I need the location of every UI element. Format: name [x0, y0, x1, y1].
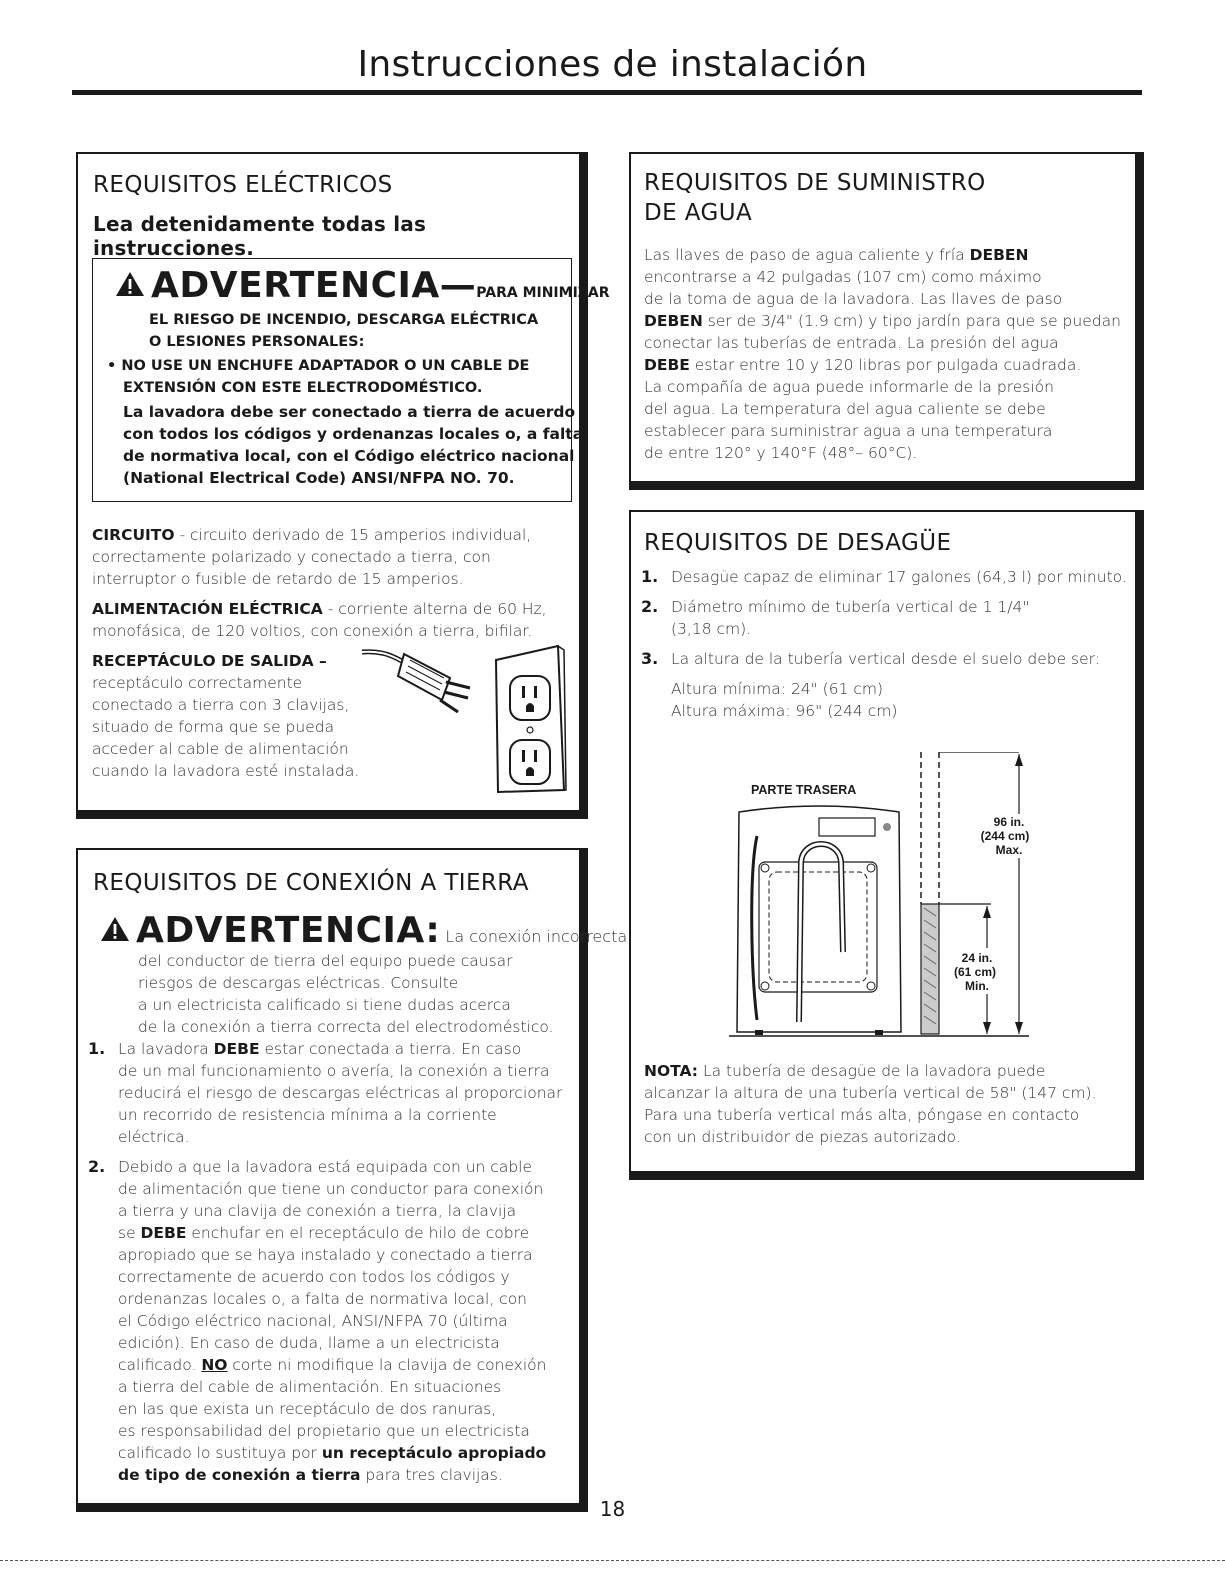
note-line: Para una tubería vertical más alta, póngase en contacto	[644, 1106, 1080, 1124]
item-text: calificado.	[118, 1356, 202, 1374]
water-line: Las llaves de paso de agua caliente y fría	[644, 246, 970, 264]
item-line: un recorrido de resistencia mínima a la corriente	[118, 1106, 497, 1124]
outlet-line: situado de forma que se pueda	[92, 718, 335, 736]
water-line: de entre 120° y 140°F (48°– 60°C).	[644, 444, 918, 462]
item-bold: NO	[201, 1356, 228, 1374]
item-bold: DEBE	[213, 1040, 260, 1058]
outlet-line: receptáculo correctamente	[92, 674, 303, 692]
warning-line: de normativa local, con el Código eléctrico nacional	[123, 447, 575, 465]
drain-requirements-box	[629, 510, 1144, 1180]
circuit-line: correctamente polarizado y conectado a tierra, con	[92, 548, 491, 566]
grounding-warning-first: La conexión incorrecta	[445, 927, 628, 946]
warning-line: con todos los códigos y ordenanzas locales o, a falta	[123, 425, 584, 443]
washer-rear-icon	[737, 806, 901, 1035]
item-text: corte ni modifique la clavija de conexión	[227, 1356, 547, 1374]
min-cm-label: (61 cm)	[953, 965, 997, 979]
electrical-warning-title	[115, 265, 610, 306]
list-number: 2.	[88, 1157, 106, 1176]
note-label: NOTA:	[644, 1062, 699, 1080]
circuit-label: CIRCUITO	[92, 526, 175, 544]
item-line: es responsabilidad del propietario que un electricista	[118, 1422, 530, 1440]
warning-triangle-icon	[115, 271, 145, 297]
bottom-rule	[0, 1560, 1225, 1561]
note-line: La tubería de desagüe de la lavadora puede	[698, 1062, 1046, 1080]
list-number: 1.	[88, 1039, 106, 1058]
warning-line: (National Electrical Code) ANSI/NFPA NO. 70.	[123, 469, 515, 487]
rear-label: PARTE TRASERA	[751, 783, 857, 797]
max-in-label: 96 in.	[993, 815, 1025, 829]
electrical-requirements-box	[76, 152, 610, 819]
power-label: ALIMENTACIÓN ELÉCTRICA	[92, 600, 323, 618]
page-number: 18	[599, 1497, 626, 1521]
list-number: 3.	[641, 649, 659, 668]
list-item	[88, 1156, 562, 1486]
warning-bullet-line: • NO USE UN ENCHUFE ADAPTADOR O UN CABLE DE	[107, 358, 530, 374]
list-item	[641, 566, 1127, 588]
water-line: ser de 3/4" (1.9 cm) y tipo jardín para que se puedan	[702, 312, 1121, 330]
circuit-line: interruptor o fusible de retardo de 15 amperios.	[92, 570, 464, 588]
outlet-line: conectado a tierra con 3 clavijas,	[92, 696, 350, 714]
water-text	[644, 244, 1121, 464]
item-line: reducirá el riesgo de descargas eléctricas al proporcionar	[118, 1084, 563, 1102]
water-heading-line: REQUISITOS DE SUMINISTRO	[644, 170, 986, 196]
min-in-label: 24 in.	[961, 951, 993, 965]
drain-heading: REQUISITOS DE DESAGÜE	[644, 530, 952, 556]
list-number: 1.	[641, 567, 659, 586]
max-word-label: Max.	[995, 843, 1023, 857]
electrical-warning-box	[92, 258, 610, 502]
item-text: enchufar en el receptáculo de hilo de cobre	[186, 1224, 530, 1242]
water-line: estar entre 10 y 120 libras por pulgada cuadrada.	[689, 356, 1082, 374]
drain-list	[641, 566, 1127, 722]
page-title: Instrucciones de instalación	[357, 44, 868, 85]
item-line: de alimentación que tiene un conductor para conexión	[118, 1180, 544, 1198]
warning-triangle-icon	[100, 916, 130, 942]
item-line: (3,18 cm).	[671, 620, 752, 638]
drain-note	[644, 1060, 1097, 1148]
max-height-line: Altura máxima: 96" (244 cm)	[671, 702, 898, 720]
list-item	[88, 1038, 562, 1148]
grounding-heading: REQUISITOS DE CONEXIÓN A TIERRA	[93, 870, 529, 896]
item-line: a tierra y una clavija de conexión a tierra, la clavija	[118, 1202, 517, 1220]
water-line: conectar las tuberías de entrada. La presión del agua	[644, 334, 1059, 352]
warning-line: EXTENSIÓN CON ESTE ELECTRODOMÉSTICO.	[123, 380, 483, 396]
item-line: eléctrica.	[118, 1128, 190, 1146]
grounding-warning-title	[100, 910, 627, 951]
item-line: el Código eléctrico nacional, ANSI/NFPA 70 (última	[118, 1312, 508, 1330]
item-line: de un mal funcionamiento o avería, la conexión a tierra	[118, 1062, 550, 1080]
water-supply-box	[629, 152, 1144, 490]
water-bold: DEBEN	[969, 246, 1029, 264]
water-bold: DEBEN	[644, 312, 703, 330]
item-text: estar conectada a tierra. En caso	[259, 1040, 522, 1058]
plug-icon	[362, 652, 470, 712]
item-line: a tierra del cable de alimentación. En situaciones	[118, 1378, 502, 1396]
power-line	[92, 598, 582, 620]
grounding-warning-line: riesgos de descargas eléctricas. Consulte	[138, 974, 459, 992]
item-text: se	[118, 1224, 141, 1242]
circuit-line	[92, 524, 582, 546]
item-line: Debido a que la lavadora está equipada con un cable	[118, 1158, 532, 1176]
water-bold: DEBE	[644, 356, 690, 374]
item-text: calificado lo sustituya por	[118, 1444, 322, 1462]
item-bold: DEBE	[140, 1224, 187, 1242]
outlet-label: RECEPTÁCULO DE SALIDA –	[92, 652, 327, 670]
outlet-line: acceder al cable de alimentación	[92, 740, 349, 758]
item-line: en las que exista un receptáculo de dos ranuras,	[118, 1400, 497, 1418]
water-heading	[644, 168, 986, 228]
item-line: Diámetro mínimo de tubería vertical de 1 1/4"	[671, 598, 1030, 616]
circuit-text: - circuito derivado de 15 amperios individual,	[174, 526, 532, 544]
water-line: La compañía de agua puede informarle de la presión	[644, 378, 1054, 396]
power-text: - corriente alterna de 60 Hz,	[322, 600, 547, 618]
item-line: La altura de la tubería vertical desde el suelo debe ser:	[671, 650, 1100, 668]
list-item	[641, 648, 1127, 722]
item-text: para tres clavijas.	[360, 1466, 503, 1484]
min-word-label: Min.	[965, 979, 989, 993]
warning-suffix: PARA MINIMIZAR	[476, 285, 610, 301]
warning-word: ADVERTENCIA	[151, 265, 440, 306]
warning-line: La lavadora debe ser conectado a tierra de acuerdo	[123, 403, 576, 421]
warning-dash: —	[439, 265, 477, 306]
plug-outlet-illustration	[358, 642, 568, 794]
power-line: monofásica, de 120 voltios, con conexión a tierra, bifilar.	[92, 622, 533, 640]
water-heading-line: DE AGUA	[644, 200, 753, 226]
electrical-heading: REQUISITOS ELÉCTRICOS	[93, 172, 393, 198]
water-line: encontrarse a 42 pulgadas (107 cm) como máximo	[644, 268, 1042, 286]
grounding-warning-word: ADVERTENCIA:	[136, 910, 441, 951]
grounding-warning-line: del conductor de tierra del equipo puede causar	[138, 952, 513, 970]
water-line: establecer para suministrar agua a una temperatura	[644, 422, 1053, 440]
grounding-warning-text	[138, 950, 554, 1038]
min-height-line: Altura mínima: 24" (61 cm)	[671, 680, 884, 698]
grounding-list	[88, 1038, 562, 1486]
drain-height-diagram	[729, 752, 1049, 1042]
grounding-warning-line: a un electricista calificado si tiene dudas acerca	[138, 996, 511, 1014]
outlet-icon	[496, 646, 566, 792]
outlet-line: cuando la lavadora esté instalada.	[92, 762, 360, 780]
item-line: correctamente de acuerdo con todos los códigos y	[118, 1268, 510, 1286]
item-line: edición). En caso de duda, llame a un electricista	[118, 1334, 500, 1352]
electrical-subheading: Lea detenidamente todas las instrucciones.	[93, 212, 427, 260]
list-item	[641, 596, 1127, 640]
item-line: Desagüe capaz de eliminar 17 galones (64,3 l) por minuto.	[671, 568, 1127, 586]
note-line: alcanzar la altura de una tubería vertical de 58" (147 cm).	[644, 1084, 1097, 1102]
item-bold: de tipo de conexión a tierra	[118, 1466, 361, 1484]
warning-line: EL RIESGO DE INCENDIO, DESCARGA ELÉCTRICA	[149, 312, 539, 328]
note-line: con un distribuidor de piezas autorizado.	[644, 1128, 961, 1146]
warning-line: O LESIONES PERSONALES:	[149, 334, 365, 350]
item-line: ordenanzas locales o, a falta de normativa local, con	[118, 1290, 528, 1308]
item-bold: un receptáculo apropiado	[321, 1444, 547, 1462]
title-rule	[72, 90, 1142, 95]
water-line: del agua. La temperatura del agua caliente se debe	[644, 400, 1046, 418]
list-number: 2.	[641, 597, 659, 616]
grounding-warning-line: de la conexión a tierra correcta del electrodoméstico.	[138, 1018, 554, 1036]
item-text: La lavadora	[118, 1040, 214, 1058]
water-line: de la toma de agua de la lavadora. Las llaves de paso	[644, 290, 1063, 308]
max-cm-label: (244 cm)	[980, 829, 1030, 843]
item-line: apropiado que se haya instalado y conectado a tierra	[118, 1246, 533, 1264]
standpipe	[921, 752, 939, 1034]
